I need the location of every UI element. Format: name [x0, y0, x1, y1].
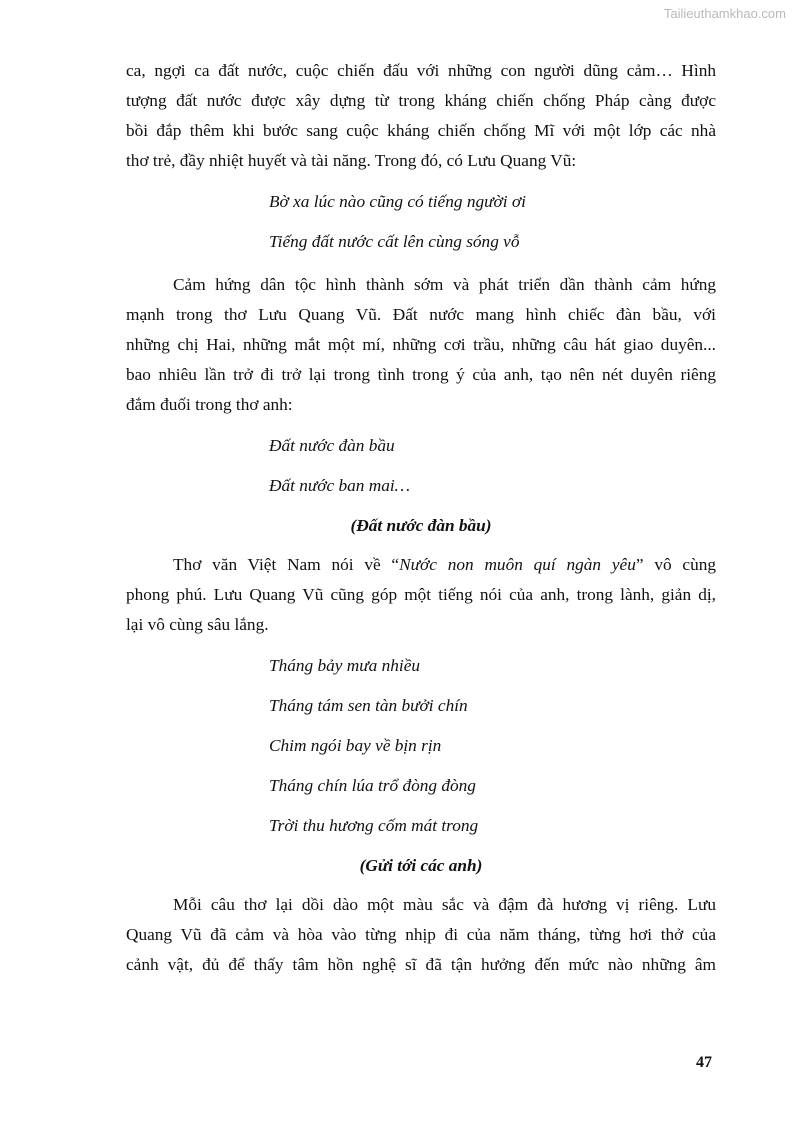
text-line: bồi đắp thêm khi bước sang cuộc kháng chiến chống Mĩ với một lớp các nhà — [126, 121, 716, 140]
verse-line: Bờ xa lúc nào cũng có tiếng người ơi — [269, 192, 526, 211]
text-line: mạnh trong thơ Lưu Quang Vũ. Đất nước mang hình chiếc đàn bầu, với — [126, 305, 716, 324]
text-run: Thơ văn Việt Nam nói về “ — [173, 555, 400, 574]
paragraph-4 — [126, 890, 716, 980]
verse-block-3 — [126, 646, 716, 886]
text-line: lại vô cùng sâu lắng. — [126, 615, 269, 634]
text-line: thơ trẻ, đầy nhiệt huyết và tài năng. Trong đó, có Lưu Quang Vũ: — [126, 151, 577, 170]
verse-line: Tiếng đất nước cất lên cùng sóng vỗ — [269, 232, 520, 251]
verse-line: Tháng tám sen tàn bưởi chín — [269, 696, 468, 715]
text-line: tượng đất nước được xây dựng từ trong kháng chiến chống Pháp càng được — [126, 91, 716, 110]
text-run: ” vô cùng — [635, 555, 716, 574]
text-line: Quang Vũ đã cảm và hòa vào từng nhịp đi của năm tháng, từng hơi thở của — [126, 925, 716, 944]
paragraph-1 — [126, 56, 716, 176]
verse-line: Tháng bảy mưa nhiều — [269, 656, 421, 675]
verse-line: Trời thu hương cốm mát trong — [269, 816, 479, 835]
quoted-phrase: Nước non muôn quí ngàn yêu — [399, 555, 636, 574]
paragraph-2 — [126, 270, 716, 420]
page-number: 47 — [696, 1054, 712, 1071]
document-body — [126, 56, 716, 980]
text-line: cảnh vật, đủ để thấy tâm hồn nghệ sĩ đã tận hưởng đến mức nào những âm — [126, 955, 716, 974]
verse-block-1 — [126, 182, 716, 262]
verse-source: (Đất nước đàn bầu) — [350, 516, 492, 535]
paragraph-3 — [126, 550, 716, 640]
verse-block-2 — [126, 426, 716, 546]
text-line: bao nhiêu lần trở đi trở lại trong tình trong ý của anh, tạo nên nét duyên riêng — [126, 365, 716, 384]
text-line: những chị Hai, những mắt một mí, những cơi trầu, những câu hát giao duyên... — [126, 335, 716, 354]
verse-line: Chim ngói bay về bịn rịn — [269, 736, 442, 755]
text-line: ca, ngợi ca đất nước, cuộc chiến đấu với những con người dũng cảm… Hình — [126, 61, 716, 80]
text-line: Mỗi câu thơ lại dồi dào một màu sắc và đậm đà hương vị riêng. Lưu — [173, 895, 716, 914]
text-line: Cảm hứng dân tộc hình thành sớm và phát triển dần thành cảm hứng — [173, 275, 716, 294]
verse-source: (Gửi tới các anh) — [359, 856, 483, 875]
text-line: phong phú. Lưu Quang Vũ cũng góp một tiếng nói của anh, trong lành, giản dị, — [126, 585, 716, 604]
verse-line: Tháng chín lúa trổ đòng đòng — [269, 776, 476, 795]
verse-line: Đất nước ban mai… — [269, 476, 411, 495]
verse-line: Đất nước đàn bầu — [269, 436, 395, 455]
text-line: đắm đuối trong thơ anh: — [126, 395, 293, 414]
text-line — [126, 550, 716, 580]
watermark: Tailieuthamkhao.com — [663, 6, 786, 21]
